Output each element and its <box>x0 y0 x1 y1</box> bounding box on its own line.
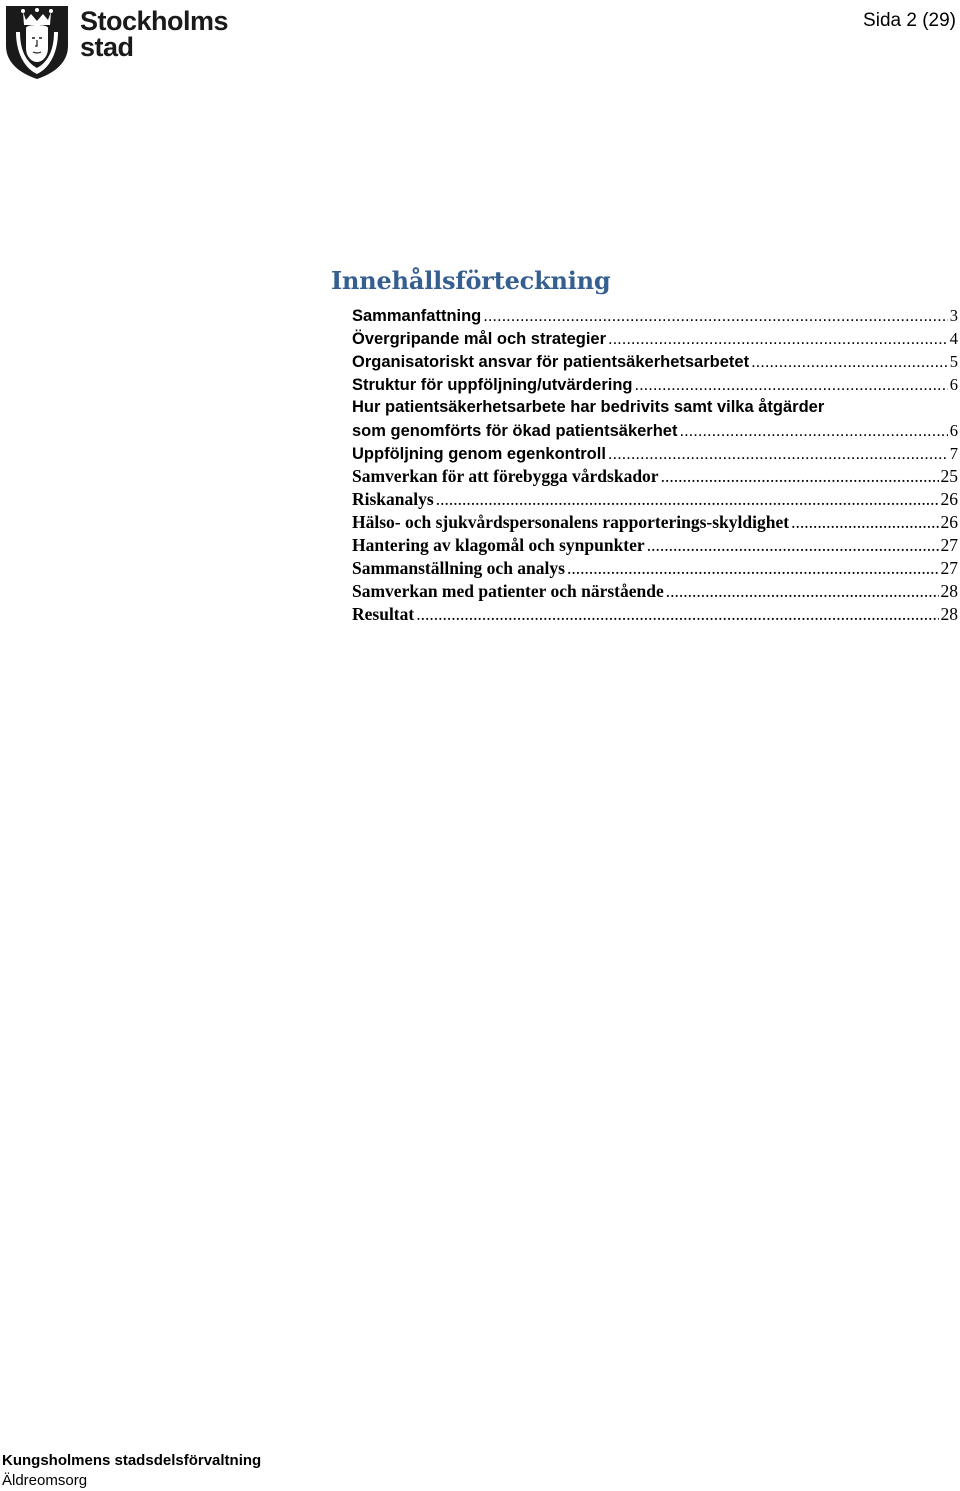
toc-entry-page: 5 <box>949 352 958 371</box>
toc-entry-page: 27 <box>940 558 958 578</box>
toc-entry[interactable] <box>352 373 958 396</box>
toc-entry-page: 7 <box>949 444 958 463</box>
logo-wordmark <box>80 8 228 60</box>
logo-text-line1: Stockholms <box>80 6 229 36</box>
toc-entry[interactable] <box>352 580 958 603</box>
toc-entry[interactable] <box>352 603 958 626</box>
toc-entry[interactable] <box>352 442 958 465</box>
toc-entry-page: 28 <box>940 581 958 601</box>
toc-entry[interactable] <box>352 396 958 442</box>
toc-entry-page: 26 <box>940 512 958 532</box>
toc-entry-title: Hälso- och sjukvårdspersonalens rapporterings-skyldighet <box>352 512 790 532</box>
toc-entry-title: Samverkan för att förebygga vårdskador <box>352 466 659 486</box>
toc-entry[interactable] <box>352 304 958 327</box>
footer-organization: Kungsholmens stadsdelsförvaltning <box>2 1452 262 1469</box>
toc-entry-title: Resultat <box>352 604 415 624</box>
toc-entry-page: 27 <box>940 535 958 555</box>
toc-entry-page: 26 <box>940 489 958 509</box>
toc-leader-dots <box>679 420 947 442</box>
toc-leader-dots <box>661 465 939 488</box>
toc-leader-dots <box>483 305 947 327</box>
city-crest-icon <box>4 2 70 80</box>
page-number: Sida 2 (29) <box>863 10 956 31</box>
toc-leader-dots <box>436 488 939 511</box>
page-footer <box>2 1451 261 1491</box>
toc-leader-dots <box>634 374 947 396</box>
toc-leader-dots <box>647 534 939 557</box>
toc-leader-dots <box>567 557 939 580</box>
toc-entry-title: Organisatoriskt ansvar för patientsäkerhetsarbetet <box>352 353 750 371</box>
toc-entry-title: Struktur för uppföljning/utvärdering <box>352 376 633 394</box>
toc-entry-title-line1: Hur patientsäkerhetsarbete har bedrivits samt vilka åtgärder <box>352 398 825 416</box>
toc-entry[interactable] <box>352 465 958 488</box>
toc-entry[interactable] <box>352 511 958 534</box>
toc-entry-title: Övergripande mål och strategier <box>352 330 607 348</box>
toc-entry-page: 6 <box>949 375 958 394</box>
toc-entry-page: 25 <box>940 466 958 486</box>
toc-entry-page: 6 <box>949 421 958 440</box>
toc-entry-page: 28 <box>940 604 958 624</box>
toc-entry-page: 3 <box>949 306 958 325</box>
toc-entry[interactable] <box>352 488 958 511</box>
toc-entry[interactable] <box>352 534 958 557</box>
toc-entry-title-line2: som genomförts för ökad patientsäkerhet <box>352 422 678 440</box>
toc-entry-title: Samverkan med patienter och närstående <box>352 581 664 601</box>
toc-leader-dots <box>416 603 938 626</box>
toc-entry-title: Sammanställning och analys <box>352 558 565 578</box>
toc-entry[interactable] <box>352 557 958 580</box>
toc-leader-dots <box>608 328 948 350</box>
footer-department: Äldreomsorg <box>2 1472 88 1489</box>
toc-entry-title: Hantering av klagomål och synpunkter <box>352 535 645 555</box>
toc-entry[interactable] <box>352 327 958 350</box>
toc-entry-line2 <box>352 419 958 442</box>
stockholms-stad-logo <box>4 2 228 80</box>
toc-leader-dots <box>751 351 948 373</box>
toc-entry-title: Uppföljning genom egenkontroll <box>352 445 606 463</box>
table-of-contents <box>352 304 958 626</box>
toc-entry-title: Sammanfattning <box>352 307 482 325</box>
logo-text-line2: stad <box>80 32 134 62</box>
toc-heading: Innehållsförteckning <box>331 266 611 295</box>
toc-leader-dots <box>666 580 939 603</box>
toc-entry[interactable] <box>352 350 958 373</box>
toc-leader-dots <box>608 443 948 465</box>
toc-entry-title: Riskanalys <box>352 489 434 509</box>
toc-leader-dots <box>791 511 938 534</box>
toc-entry-page: 4 <box>949 329 958 348</box>
